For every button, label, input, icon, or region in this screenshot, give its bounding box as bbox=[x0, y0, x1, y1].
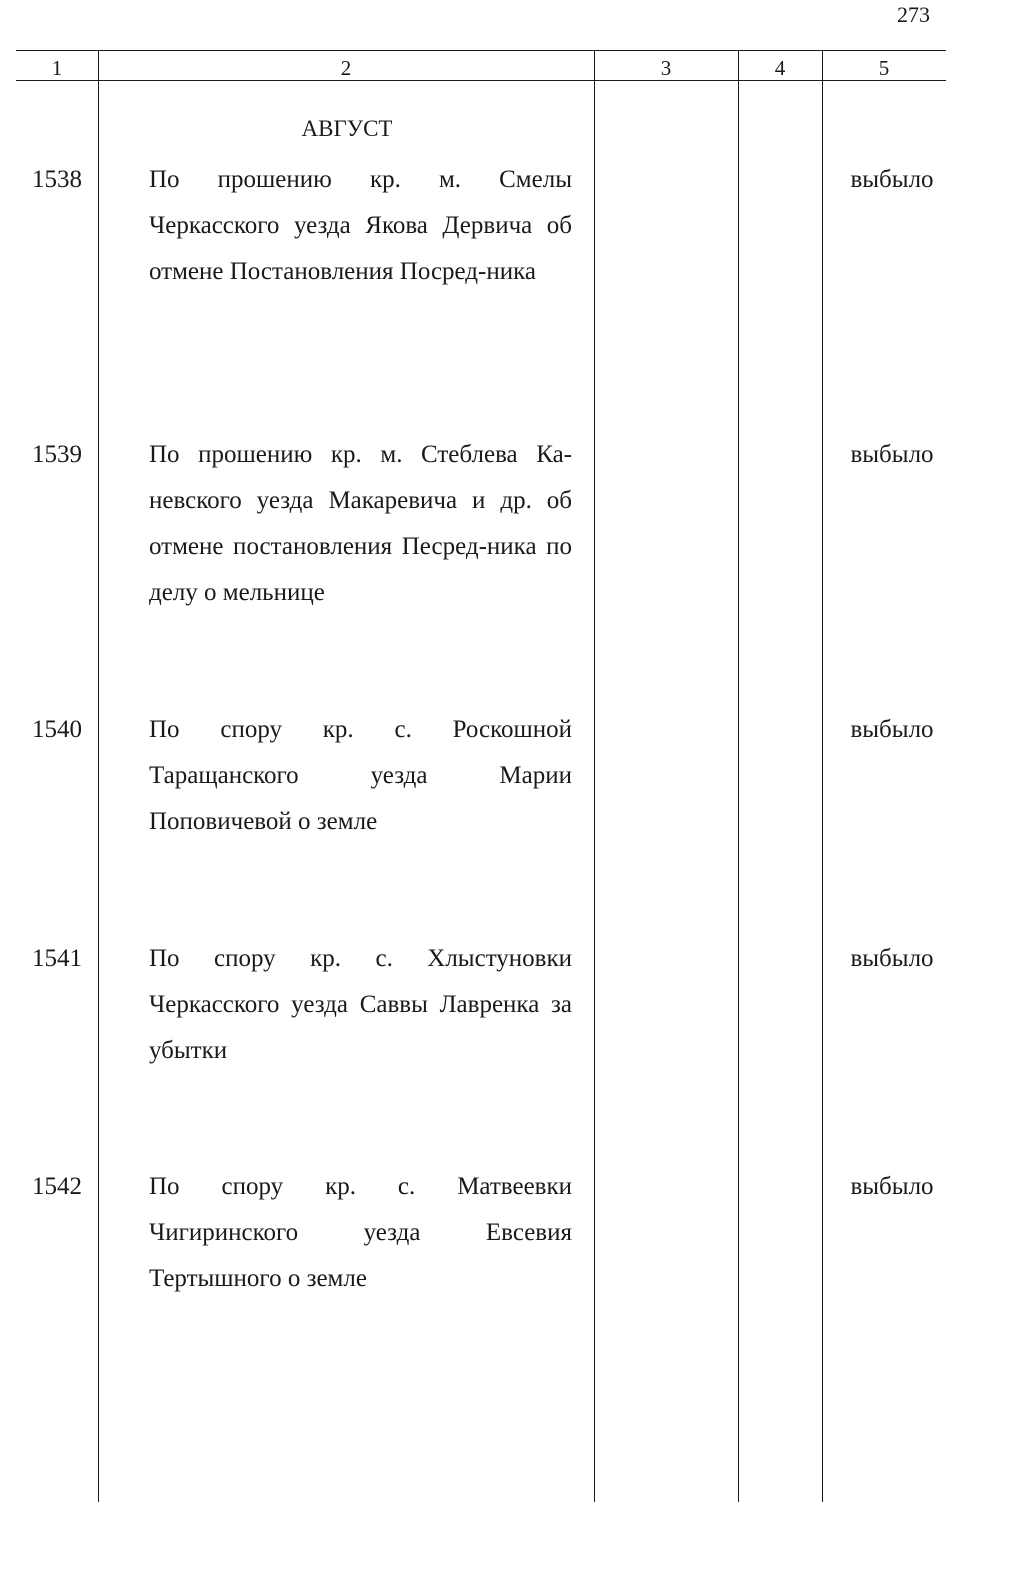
column-header-4: 4 bbox=[774, 56, 786, 80]
entry-status: выбыло bbox=[850, 166, 934, 193]
column-divider-2 bbox=[594, 50, 595, 1502]
entry-description: По прошению кр. м. Стеблева Ка-невского уезда Макаревича и др. об отмене постановления Песред-ника по делу о мельнице bbox=[149, 441, 572, 606]
entry-number: 1540 bbox=[32, 716, 82, 743]
column-header-2: 2 bbox=[340, 56, 352, 80]
column-header-1: 1 bbox=[51, 56, 63, 80]
column-divider-3 bbox=[738, 50, 739, 1502]
column-divider-4 bbox=[822, 50, 823, 1502]
entry-description: По спору кр. с. Хлыстуновки Черкасского уезда Саввы Лавренка за убытки bbox=[149, 945, 572, 1064]
entry-number: 1542 bbox=[32, 1173, 82, 1200]
table-top-rule bbox=[16, 50, 946, 51]
entry-status: выбыло bbox=[850, 1173, 934, 1200]
entry-status: выбыло bbox=[850, 945, 934, 972]
section-heading: АВГУСТ bbox=[301, 116, 393, 141]
entry-description: По спору кр. с. Роскошной Таращанского уезда Марии Поповичевой о земле bbox=[149, 716, 572, 835]
column-header-3: 3 bbox=[660, 56, 672, 80]
column-divider-1 bbox=[98, 50, 99, 1502]
entry-status: выбыло bbox=[850, 716, 934, 743]
entry-description: По прошению кр. м. Смелы Черкасского уезда Якова Дервича об отмене Постановления Посред-ника bbox=[149, 166, 572, 285]
column-header-5: 5 bbox=[878, 56, 890, 80]
entry-status: выбыло bbox=[850, 441, 934, 468]
entry-number: 1539 bbox=[32, 441, 82, 468]
entry-number: 1538 bbox=[32, 166, 82, 193]
entry-description: По спору кр. с. Матвеевки Чигиринского уезда Евсевия Тертышного о земле bbox=[149, 1173, 572, 1292]
entry-number: 1541 bbox=[32, 945, 82, 972]
page-number: 273 bbox=[897, 2, 930, 27]
